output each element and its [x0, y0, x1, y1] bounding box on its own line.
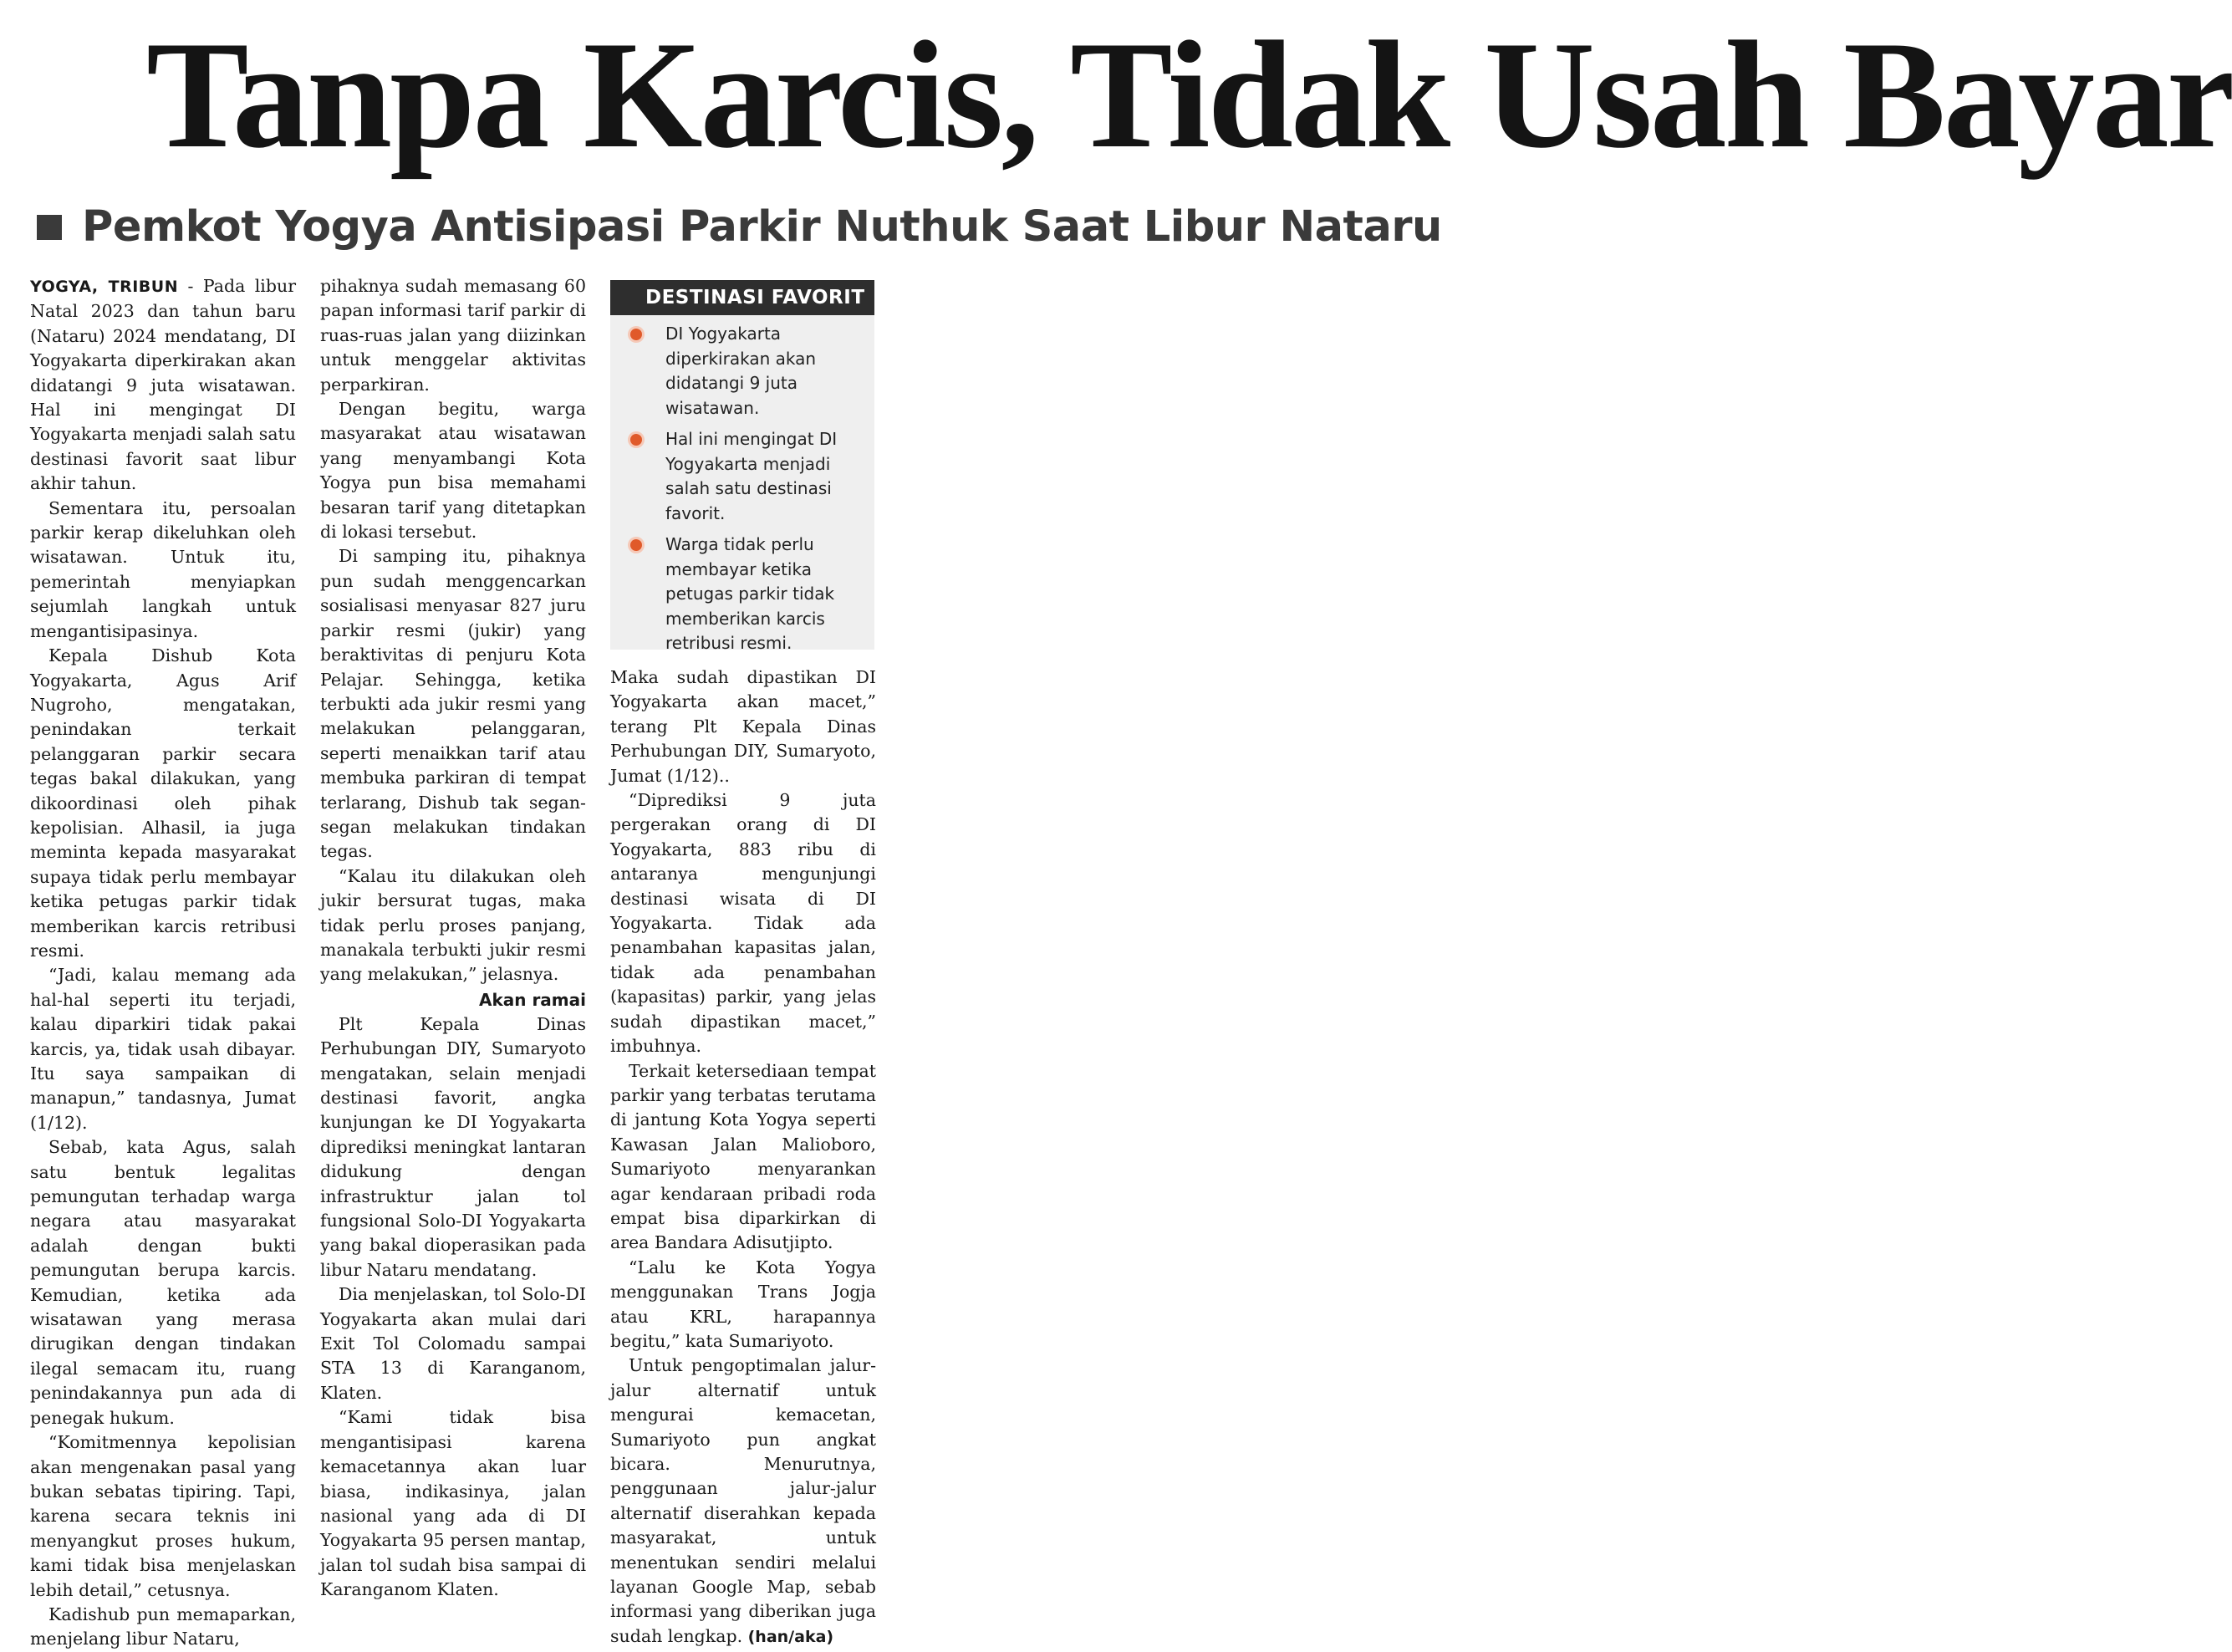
subheadline: Pemkot Yogya Antisipasi Parkir Nuthuk Saat Libur Nataru	[82, 202, 1442, 252]
article-paragraph: “Jadi, kalau memang ada hal-hal seperti itu terjadi, kalau diparkiri tidak pakai karcis, ya, tidak usah dibayar. Itu saya sampaikan di manapun,” tandasnya, Jumat (1/12).	[30, 965, 296, 1133]
article-paragraph: “Diprediksi 9 juta pergerakan orang di DI Yogyakarta, 883 ribu di antaranya mengunjungi destinasi wisata di DI Yogyakarta. Tidak ada penambahan kapasitas jalan, tidak ada penambahan (kapasitas) parkir, yang jelas sudah dipastikan macet,” imbuhnya.	[610, 790, 876, 1057]
bullet-dot-icon	[630, 329, 642, 340]
article-paragraph: Sebab, kata Agus, salah satu bentuk legalitas pemungutan terhadap warga negara atau masyarakat adalah dengan bukti pemungutan berupa karcis. Kemudian, ketika ada wisatawan yang merasa dirugikan dengan tindakan ilegal semacam itu, ruang penindakannya pun ada di penegak hukum.	[30, 1137, 296, 1428]
article-paragraph: Di samping itu, pihaknya pun sudah menggencarkan sosialisasi menyasar 827 juru parkir resmi (jukir) yang beraktivitas di penjuru Kota Pelajar. Sehingga, ketika terbukti ada jukir resmi yang melakukan pelanggaran, seperti menaikkan tarif atau membuka parkiran di tempat terlarang, Dishub tak segan-segan melakukan tindakan tegas.	[320, 546, 586, 862]
sidebar-item	[622, 322, 863, 421]
article-paragraph: “Kalau itu dilakukan oleh jukir bersurat tugas, maka tidak perlu proses panjang, manakala terbukti jukir resmi yang melakukan,” jelasnya.	[320, 865, 586, 985]
bullet-dot-icon	[630, 434, 642, 446]
article-paragraph: Dia menjelaskan, tol Solo-DI Yogyakarta akan mulai dari Exit Tol Colomadu sampai STA 13 di Karanganom, Klaten.	[320, 1284, 586, 1403]
sidebar-item-text: Hal ini mengingat DI Yogyakarta menjadi salah satu destinasi favorit.	[665, 429, 838, 523]
article-paragraph: “Kami tidak bisa mengantisipasi karena kemacetannya akan luar biasa, indikasinya, jalan nasional yang ada di DI Yogyakarta 95 persen mantap, jalan tol sudah bisa sampai di Karanganom Klaten.	[320, 1407, 586, 1600]
article-paragraph: Kepala Dishub Kota Yogyakarta, Agus Arif Nugroho, mengatakan, penindakan terkait pelanggaran parkir secara tegas bakal dilakukan, yang dikoordinasi oleh pihak kepolisian. Alhasil, ia juga meminta kepada masyarakat supaya tidak perlu membayar ketika petugas parkir tidak memberikan karcis retribusi resmi.	[30, 645, 296, 961]
article-paragraph: “Lalu ke Kota Yogya menggunakan Trans Jogja atau KRL, harapannya begitu,” kata Sumariyoto.	[610, 1257, 876, 1351]
article-paragraph: Sementara itu, persoalan parkir kerap dikeluhkan oleh wisatawan. Untuk itu, pemerintah menyiapkan sejumlah langkah untuk mengantisipasinya.	[30, 497, 296, 641]
article-column-3	[610, 665, 876, 1649]
sidebar-title: DESTINASI FAVORIT	[610, 280, 874, 315]
headline: Tanpa Karcis, Tidak Usah Bayar	[146, 9, 2232, 180]
byline: (han/aka)	[747, 1627, 834, 1646]
article-paragraph	[30, 274, 296, 497]
article-paragraph: Kadishub pun memaparkan, menjelang libur Nataru,	[30, 1604, 296, 1649]
article-paragraph: Plt Kepala Dinas Perhubungan DIY, Sumaryoto mengatakan, selain menjadi destinasi favorit, angka kunjungan ke DI Yogyakarta diprediksi meningkat lantaran didukung dengan infrastruktur jalan tol fungsional Solo-DI Yogyakarta yang bakal dioperasikan pada libur Nataru mendatang.	[320, 1013, 586, 1280]
square-bullet-icon	[37, 215, 62, 240]
article-paragraph: “Komitmennya kepolisian akan mengenakan pasal yang bukan sebatas tipiring. Tapi, karena secara teknis ini menyangkut proses hukum, kami tidak bisa menjelaskan lebih detail,” cetusnya.	[30, 1432, 296, 1600]
sidebar-list	[610, 315, 874, 656]
article-paragraph	[610, 1354, 876, 1649]
bullet-dot-icon	[630, 539, 642, 551]
section-subtitle: Akan ramai	[478, 989, 586, 1010]
sidebar-item-text: Warga tidak perlu membayar ketika petugas parkir tidak memberikan karcis retribusi resmi.	[665, 534, 835, 653]
article-paragraph: Maka sudah dipastikan DI Yogyakarta akan macet,” terang Plt Kepala Dinas Perhubungan DIY, Sumaryoto, Jumat (1/12)..	[610, 667, 876, 786]
dateline: YOGYA, TRIBUN	[30, 278, 179, 296]
sidebar-item	[622, 533, 863, 656]
paragraph-text: - Pada libur Natal 2023 dan tahun baru (Nataru) 2024 mendatang, DI Yogyakarta diperkirakan akan didatangi 9 juta wisatawan. Hal ini mengingat DI Yogyakarta menjadi salah satu destinasi favorit saat libur akhir tahun.	[30, 276, 296, 494]
paragraph-text: Untuk pengoptimalan jalur-jalur alternatif untuk mengurai kemacetan, Sumariyoto pun angkat bicara. Menurutnya, penggunaan jalur-jalur alternatif diserahkan kepada masyarakat, untuk menentukan sendiri melalui layanan Google Map, sebab informasi yang diberikan juga sudah lengkap.	[610, 1355, 876, 1646]
sidebar-item-text: DI Yogyakarta diperkirakan akan didatangi 9 juta wisatawan.	[665, 324, 817, 418]
article-paragraph: Terkait ketersediaan tempat parkir yang terbatas terutama di jantung Kota Yogya seperti Kawasan Jalan Malioboro, Sumariyoto menyarankan agar kendaraan pribadi roda empat bisa diparkirkan di area Bandara Adisutjipto.	[610, 1060, 876, 1253]
subheadline-row	[37, 194, 1442, 261]
sidebar-box	[610, 280, 874, 653]
article-paragraph: Dengan begitu, warga masyarakat atau wisatawan yang menyambangi Kota Yogya pun bisa memahami besaran tarif yang ditetapkan di lokasi tersebut.	[320, 399, 586, 543]
article-column-2	[320, 274, 586, 1603]
article-column-1	[30, 274, 296, 1652]
article-paragraph: pihaknya sudah memasang 60 papan informasi tarif parkir di ruas-ruas jalan yang diizinkan untuk menggelar aktivitas perparkiran.	[320, 276, 586, 395]
sidebar-item	[622, 427, 863, 526]
